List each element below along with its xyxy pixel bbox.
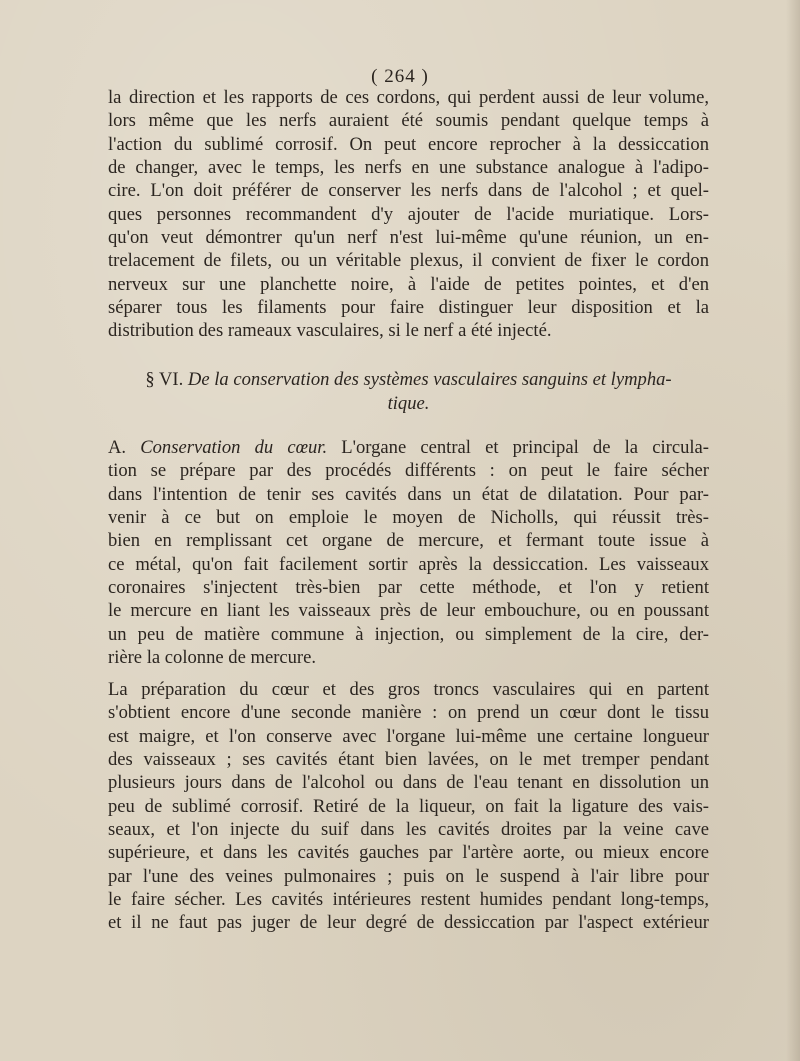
text-line: cire. L'on doit préférer de conserver les nerfs dans de l'alcohol ; et quel- xyxy=(108,180,709,202)
text-line: ques personnes recommandent d'y ajouter de l'acide muriatique. Lors- xyxy=(108,203,709,225)
section-marker: § VI. xyxy=(145,369,184,390)
text-line: ce métal, qu'on fait facilement sortir après la dessiccation. Les vaisseaux xyxy=(108,553,709,575)
paragraph-nerves-conservation xyxy=(108,86,709,343)
text-line: venir à ce but on emploie le moyen de Nicholls, qui réussit très- xyxy=(108,507,709,529)
text-line: séparer tous les filaments pour faire distinguer leur disposition et la xyxy=(108,297,709,319)
text-line: la direction et les rapports de ces cordons, qui perdent aussi de leur volume, xyxy=(108,87,709,108)
text-line xyxy=(108,436,709,459)
section-heading-line xyxy=(108,368,709,392)
text-line: nerveux sur une planchette noire, à l'aide de petites pointes, et d'en xyxy=(108,273,709,295)
page-number: ( 264 ) xyxy=(371,66,429,87)
subsection-label: A. xyxy=(108,437,127,458)
paragraph-heart-conservation xyxy=(108,436,709,669)
text-line: et il ne faut pas juger de leur degré de dessiccation par l'aspect extérieur xyxy=(108,912,709,934)
text-line-rest: L'organe central et principal de la circula- xyxy=(327,437,709,458)
text-line: distribution des rameaux vasculaires, si le nerf a été injecté. xyxy=(108,320,552,342)
text-line: qu'on veut démontrer qu'un nerf n'est lui-même qu'une réunion, un en- xyxy=(108,227,709,249)
text-line: s'obtient encore d'une seconde manière : on prend un cœur dont le tissu xyxy=(108,702,709,724)
text-line: des vaisseaux ; ses cavités étant bien lavées, on le met tremper pendant xyxy=(108,749,709,771)
text-line: le mercure en liant les vaisseaux près de leur embouchure, ou en poussant xyxy=(108,600,709,622)
section-title-continued: tique. xyxy=(387,393,430,414)
text-line: supérieure, et dans les cavités gauches par l'artère aorte, ou mieux encore xyxy=(108,842,709,864)
text-line: bien en remplissant cet organe de mercure, et fermant toute issue à xyxy=(108,530,709,552)
subsection-title: Conservation du cœur. xyxy=(140,437,328,458)
text-line: rière la colonne de mercure. xyxy=(108,647,317,669)
text-line: est maigre, et l'on conserve avec l'organe lui-même une certaine longueur xyxy=(108,725,709,747)
text-line: coronaires s'injectent très-bien par cette méthode, et l'on y retient xyxy=(108,577,709,599)
text-line: un peu de matière commune à injection, ou simplement de la cire, der- xyxy=(108,623,709,645)
text-line: trelacement de filets, ou un véritable plexus, il convient de fixer le cordon xyxy=(108,250,709,272)
text-line: l'action du sublimé corrosif. On peut encore reprocher à la dessiccation xyxy=(108,133,709,155)
text-line: par l'une des veines pulmonaires ; puis on le suspend à l'air libre pour xyxy=(108,865,709,887)
text-line: dans l'intention de tenir ses cavités dans un état de dilatation. Pour par- xyxy=(108,483,709,505)
text-line: lors même que les nerfs auraient été soumis pendant quelque temps à xyxy=(108,110,709,132)
section-heading xyxy=(108,368,709,416)
text-line: le faire sécher. Les cavités intérieures restent humides pendant long-temps, xyxy=(108,889,709,911)
text-line: plusieurs jours dans de l'alcohol ou dans de l'eau tenant en dissolution un xyxy=(108,772,709,794)
text-line: tion se prépare par des procédés différents : on peut le faire sécher xyxy=(108,460,709,482)
text-line: La préparation du cœur et des gros troncs vasculaires qui en partent xyxy=(108,679,709,700)
paragraph-heart-preparation xyxy=(108,678,709,935)
text-line: seaux, et l'on injecte du suif dans les cavités droites par la veine cave xyxy=(108,819,709,841)
section-title: De la conservation des systèmes vasculaires sanguins et lympha- xyxy=(187,369,672,390)
text-line: de changer, avec le temps, les nerfs en une substance analogue à l'adipo- xyxy=(108,157,709,179)
text-line: peu de sublimé corrosif. Retiré de la liqueur, on fait la ligature des vais- xyxy=(108,795,709,817)
